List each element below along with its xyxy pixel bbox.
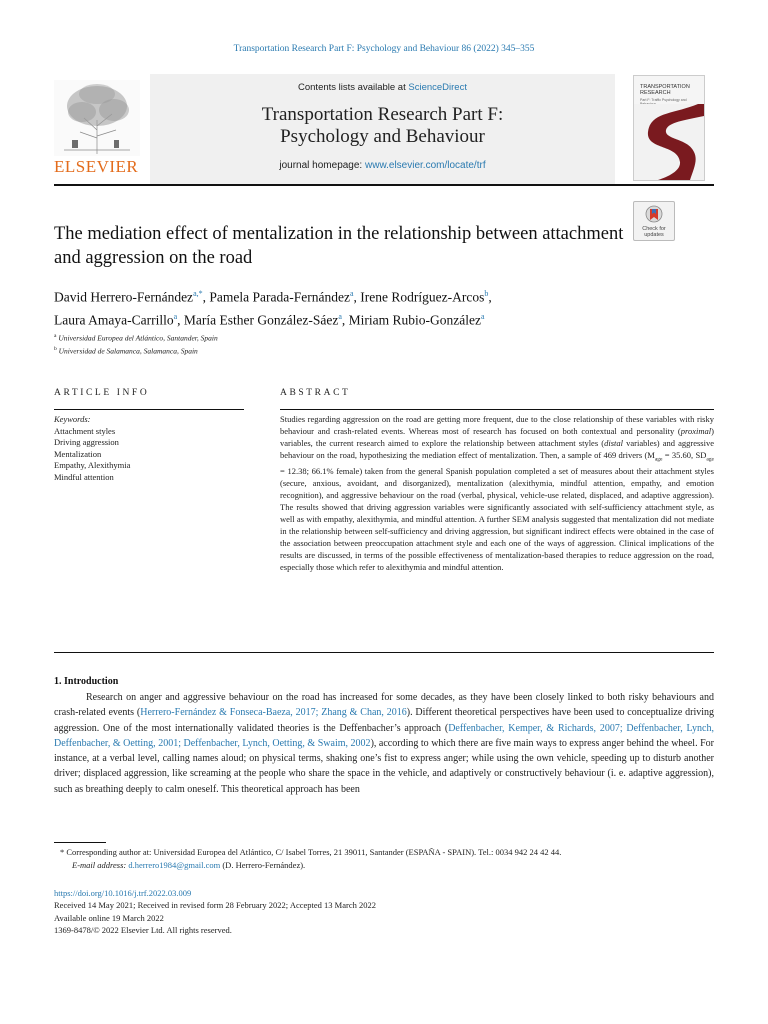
author-affiliation-mark[interactable]: a: [173, 311, 178, 321]
journal-reference[interactable]: Transportation Research Part F: Psychology and Behaviour 86 (2022) 345–355: [233, 44, 535, 54]
intro-segment: Research on anger and aggressive behaviour on the road has increased for some decades, as they have been closely linked to both risky behaviours and crash-related events (: [54, 692, 714, 719]
introduction-paragraph: [54, 690, 714, 797]
journal-title: [150, 104, 615, 148]
author-affiliation-mark[interactable]: b: [484, 289, 489, 298]
author-affiliation-mark[interactable]: a,*: [193, 289, 203, 298]
author[interactable]: Irene Rodríguez-Arcos: [360, 289, 485, 305]
homepage-link[interactable]: www.elsevier.com/locate/trf: [365, 160, 486, 171]
author-separator: ,: [202, 289, 210, 305]
section-heading-introduction: 1. Introduction: [54, 676, 119, 687]
elsevier-wordmark: ELSEVIER: [54, 157, 139, 176]
keywords-label: Keywords:: [54, 414, 91, 424]
author-affiliation-mark[interactable]: a: [480, 311, 485, 321]
publication-info: [54, 887, 376, 937]
author[interactable]: María Esther González-Sáez: [183, 312, 339, 327]
abstract-heading: ABSTRACT: [280, 388, 351, 398]
author-list: [54, 284, 654, 329]
affiliation-mark: b: [54, 345, 57, 352]
abstract-italic: distal: [604, 437, 623, 448]
author-separator: ,: [177, 312, 184, 327]
author-separator: ,: [353, 289, 361, 305]
check-for-updates-badge[interactable]: [633, 201, 675, 241]
article-info-heading: ARTICLE INFO: [54, 388, 150, 398]
received-dates: Received 14 May 2021; Received in revised form 28 February 2022; Accepted 13 March 2022: [54, 900, 376, 911]
affiliation-text: Universidad Europea del Atlántico, Santander, Spain: [58, 333, 218, 343]
author[interactable]: Miriam Rubio-González: [348, 312, 481, 327]
author[interactable]: Laura Amaya-Carrillo: [54, 312, 174, 327]
abstract-text: [280, 414, 714, 573]
intro-segment: ), according to which there are five main ways to express anger behind the wheel. For instance, at a verbal level, calling names aloud; on physical terms, shaking one’s fist to express anger; while using the own vehicle, speeding up to disturb another driver; displaced aggression, like screaming at the people who share the space in the vehicle, and adaptively or constructively behaviour (i. e. adaptive aggression), such as breathing deeply to calm oneself. This theoretical approach has been: [54, 737, 715, 795]
cover-title: TRANSPORTATION RESEARCH: [640, 84, 690, 96]
journal-title-line2: Psychology and Behaviour: [280, 126, 485, 147]
check-for-updates-label: Check for updates: [642, 226, 666, 238]
abstract-italic: proximal: [680, 425, 712, 436]
author-separator: ,: [488, 289, 492, 305]
footnote-address: * Corresponding author at: Universidad Europea del Atlántico, C/ Isabel Torres, 21 39011, Santander (ESPAÑA - SPAIN). Tel.: 0034 942 24 42 44.: [60, 847, 562, 857]
email-label: E-mail address:: [72, 859, 127, 870]
abstract-segment: = 12.38; 66.1% female) taken from the general Spanish population completed a set of measures about their attachment styles (secure, anxious, avoidant, and disorganized), mentalization (alexithymia, mindful attention, empathy, and emotion recognition), and aggressive behaviour on the road (verbal, physical, vehicle-use related, displaced, and adaptive aggression). The results showed that driving aggression variables were significantly associated with self-sufficiency attachment style, as well as with empathy, alexithymia, and mindful attention. A further SEM analysis suggested that mentalization did not mediate in the relationship between self-sufficiency and driving aggression, but significant indirect effects were obtained in the case of the association between preoccupation attachment style and each one of the ways of aggression. Clinical implications of the results are discussed, in terms of the possible effectiveness of mentalization-based therapies to reduce aggression on the road, especially those which refer to alexithymia and mindful attention.: [280, 466, 714, 572]
keyword: Attachment styles: [54, 425, 116, 436]
abstract-rule: [280, 409, 714, 410]
copyright: 1369-8478/© 2022 Elsevier Ltd. All rights reserved.: [54, 925, 232, 936]
keyword: Empathy, Alexithymia: [54, 460, 131, 470]
abstract-segment: Studies regarding aggression on the road are getting more frequent, due to the close relationship of these variables with risky behaviour and crash-related events. Whereas most of research has focused on both contextual and personality (: [280, 414, 714, 436]
author-affiliation-mark[interactable]: a: [349, 289, 354, 298]
bookmark-icon: [645, 205, 663, 225]
affiliation: [54, 331, 218, 344]
author-separator: ,: [341, 312, 349, 327]
author[interactable]: Pamela Parada-Fernández: [209, 289, 350, 305]
abstract-segment: = 35.60, SD: [662, 449, 707, 460]
doi-link[interactable]: https://doi.org/10.1016/j.trf.2022.03.009: [54, 888, 192, 898]
keyword: Mindful attention: [54, 471, 114, 482]
abstract-bottom-rule: [54, 652, 714, 653]
corresponding-author-footnote: [54, 846, 714, 871]
cover-subtitle: Part F: Traffic Psychology and: [640, 98, 687, 102]
footnote-rule: [54, 842, 106, 843]
journal-title-line1: Transportation Research Part F:: [261, 104, 504, 125]
email-suffix: (D. Herrero-Fernández).: [220, 859, 306, 870]
contents-prefix: Contents lists available at: [298, 82, 409, 93]
header-rule: [54, 184, 714, 186]
affiliation-text: Universidad de Salamanca, Salamanca, Spain: [58, 346, 198, 355]
abstract-subscript: age: [706, 456, 714, 463]
affiliations: [54, 331, 218, 356]
citation-link[interactable]: Deffenbacher, Kemper, & Richards, 2007; Deffenbacher, Lynch, Deffenbacher, & Oetting, 2001; Deffenbacher, Lynch, Oetting, & Swaim, 2002: [54, 722, 714, 749]
article-info-rule: [54, 409, 244, 410]
cover-road-graphic: [634, 104, 704, 180]
author[interactable]: David Herrero-Fernández: [54, 289, 194, 305]
intro-segment: ). Different theoretical perspectives have been used to conceptualize driving aggression. One of the most internationally validated theories is the Deffenbacher’s approach (: [54, 707, 714, 734]
keywords-block: [54, 414, 130, 483]
footnote-email-line: [54, 859, 714, 872]
article-title: The mediation effect of mentalization in the relationship between attachment and aggression on the road: [54, 224, 624, 268]
citation-link[interactable]: Herrero-Fernández & Fonseca-Baeza, 2017; Zhang & Chan, 2016: [140, 707, 407, 719]
email-link[interactable]: d.herrero1984@gmail.com: [128, 859, 221, 870]
contents-line: [150, 82, 615, 93]
affiliation-mark: a: [54, 333, 57, 339]
affiliation: [54, 344, 218, 357]
journal-cover-thumbnail[interactable]: [633, 75, 705, 181]
elsevier-tree-logo: [54, 80, 140, 156]
available-online: Available online 19 March 2022: [54, 912, 164, 923]
keyword: Mentalization: [54, 448, 102, 459]
homepage-prefix: journal homepage:: [279, 160, 365, 171]
author-affiliation-mark[interactable]: a: [338, 311, 342, 321]
keyword: Driving aggression: [54, 437, 119, 447]
abstract-segment: ) variables, the current research aimed to explore the relationship between attachment styles (: [280, 425, 714, 448]
abstract-subscript: age: [654, 456, 663, 463]
abstract-segment: variables) and aggressive behaviour on the road, hypothesizing the mediation effect of mentalization. Then, a sample of 469 drivers (M: [280, 437, 714, 460]
sciencedirect-link[interactable]: ScienceDirect: [408, 82, 467, 93]
journal-homepage: [150, 160, 615, 171]
